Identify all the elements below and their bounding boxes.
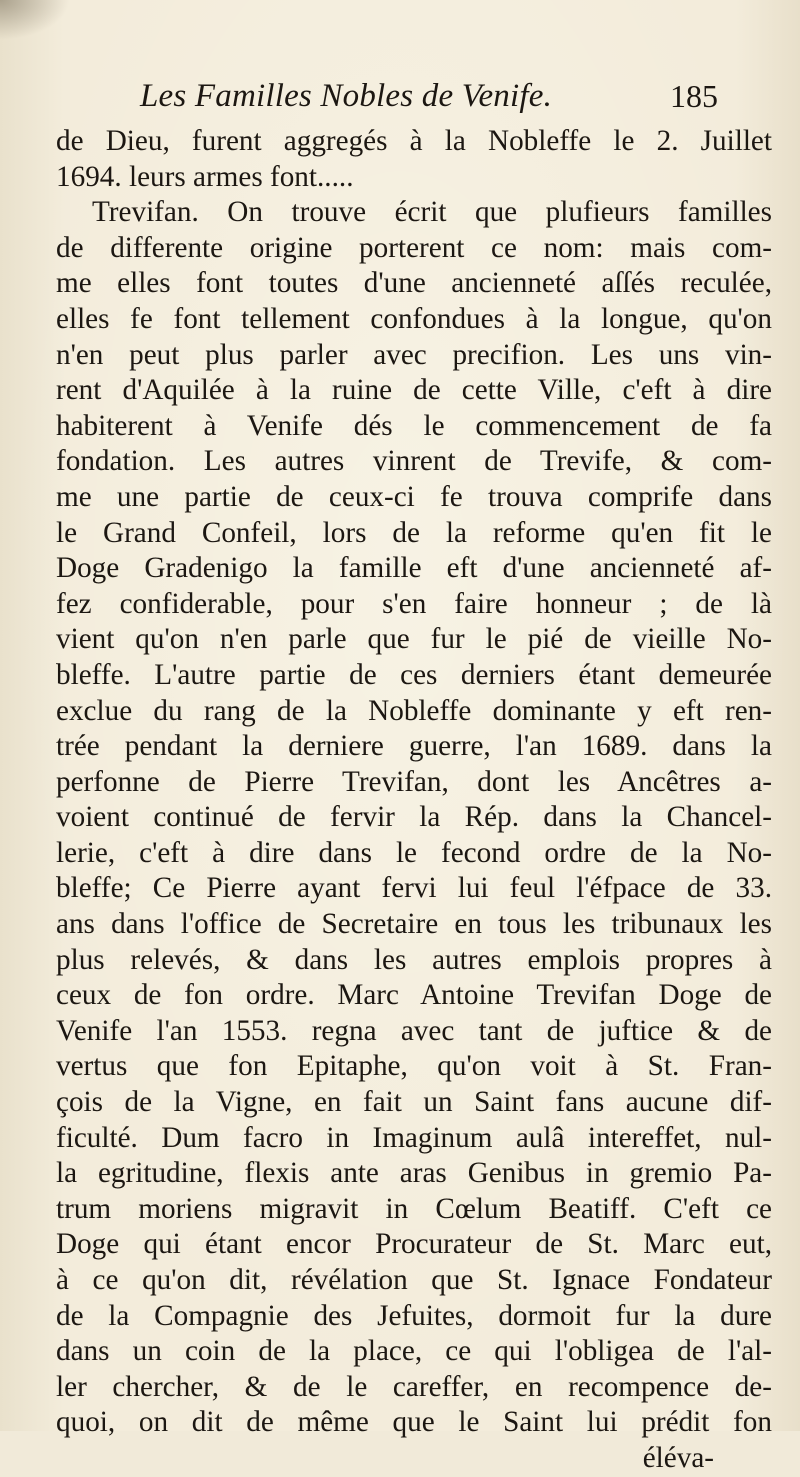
text-line: 1694. leurs armes font..... <box>56 160 354 193</box>
text-line: ler chercher, & de le careffer, en recompence de- <box>56 1370 772 1403</box>
text-line: perfonne de Pierre Trevifan, dont les Ancêtres a- <box>56 765 772 798</box>
text-line: ans dans l'office de Secretaire en tous les tribunaux les <box>56 908 772 941</box>
text-line: fondation. Les autres vinrent de Trevife, & com- <box>56 445 772 478</box>
text-line: Venife l'an 1553. regna avec tant de juftice & de <box>56 1014 772 1047</box>
text-line: quoi, on dit de même que le Saint lui prédit fon <box>56 1406 772 1439</box>
running-head <box>140 78 760 122</box>
text-line: habiterent à Venife dés le commencement de fa <box>56 409 772 442</box>
text-line: à ce qu'on dit, révélation que St. Ignace Fondateur <box>56 1264 772 1296</box>
text-line: trum moriens migravit in Cœlum Beatiff. C'eft ce <box>56 1192 772 1225</box>
text-line: fez confiderable, pour s'en faire honneur ; de là <box>56 587 772 620</box>
text-line: bleffe. L'autre partie de ces derniers étant demeurée <box>56 658 772 691</box>
text-line: de Dieu, furent aggregés à la Nobleffe le 2. Juillet <box>56 125 772 157</box>
text-line: de la Compagnie des Jefuites, dormoit fur la dure <box>56 1299 772 1332</box>
text-line: ficulté. Dum facro in Imaginum aulâ intereffet, nul- <box>56 1121 772 1154</box>
text-line: Doge Gradenigo la famille eft d'une ancienneté af- <box>56 552 772 585</box>
text-line: n'en peut plus parler avec precifion. Les uns vin- <box>56 338 772 371</box>
text-line: dans un coin de la place, ce qui l'obligea de l'al- <box>56 1335 772 1368</box>
text-line: rent d'Aquilée à la ruine de cette Ville, c'eft à dire <box>56 374 772 407</box>
text-line: voient continué de fervir la Rép. dans la Chancel- <box>56 801 772 834</box>
catchword: éléva- <box>642 1441 714 1474</box>
text-line: de differente origine porterent ce nom: mais com- <box>56 231 772 264</box>
body-text <box>56 124 772 1477</box>
page-corner-shadow <box>0 0 70 40</box>
text-line: Trevifan. On trouve écrit que plufieurs familles <box>92 196 772 229</box>
text-line: vertus que fon Epitaphe, qu'on voit à St. Fran- <box>56 1050 772 1083</box>
text-line: exclue du rang de la Nobleffe dominante y eft ren- <box>56 694 772 727</box>
text-line: trée pendant la derniere guerre, l'an 1689. dans la <box>56 730 772 763</box>
text-line: çois de la Vigne, en fait un Saint fans aucune dif- <box>56 1086 772 1119</box>
text-line: me elles font toutes d'une ancienneté aſſés reculée, <box>56 267 772 300</box>
text-line: vient qu'on n'en parle que fur le pié de vieille No- <box>56 623 772 656</box>
text-line: plus relevés, & dans les autres emplois propres à <box>56 943 772 976</box>
running-head-title: Les Familles Nobles de Venife. <box>140 78 553 114</box>
text-line: ceux de fon ordre. Marc Antoine Trevifan Doge de <box>56 979 772 1012</box>
text-line: Doge qui étant encor Procurateur de St. Marc eut, <box>56 1228 772 1261</box>
text-line: bleffe; Ce Pierre ayant fervi lui feul l'éfpace de 33. <box>56 872 772 905</box>
text-line: me une partie de ceux-ci fe trouva comprife dans <box>56 480 772 513</box>
text-line: elles fe font tellement confondues à la longue, qu'on <box>56 302 772 335</box>
text-line: le Grand Confeil, lors de la reforme qu'en fit le <box>56 516 772 549</box>
text-line: la egritudine, flexis ante aras Genibus in gremio Pa- <box>56 1157 772 1190</box>
page-number: 185 <box>670 78 718 114</box>
text-line: lerie, c'eft à dire dans le fecond ordre de la No- <box>56 836 772 869</box>
